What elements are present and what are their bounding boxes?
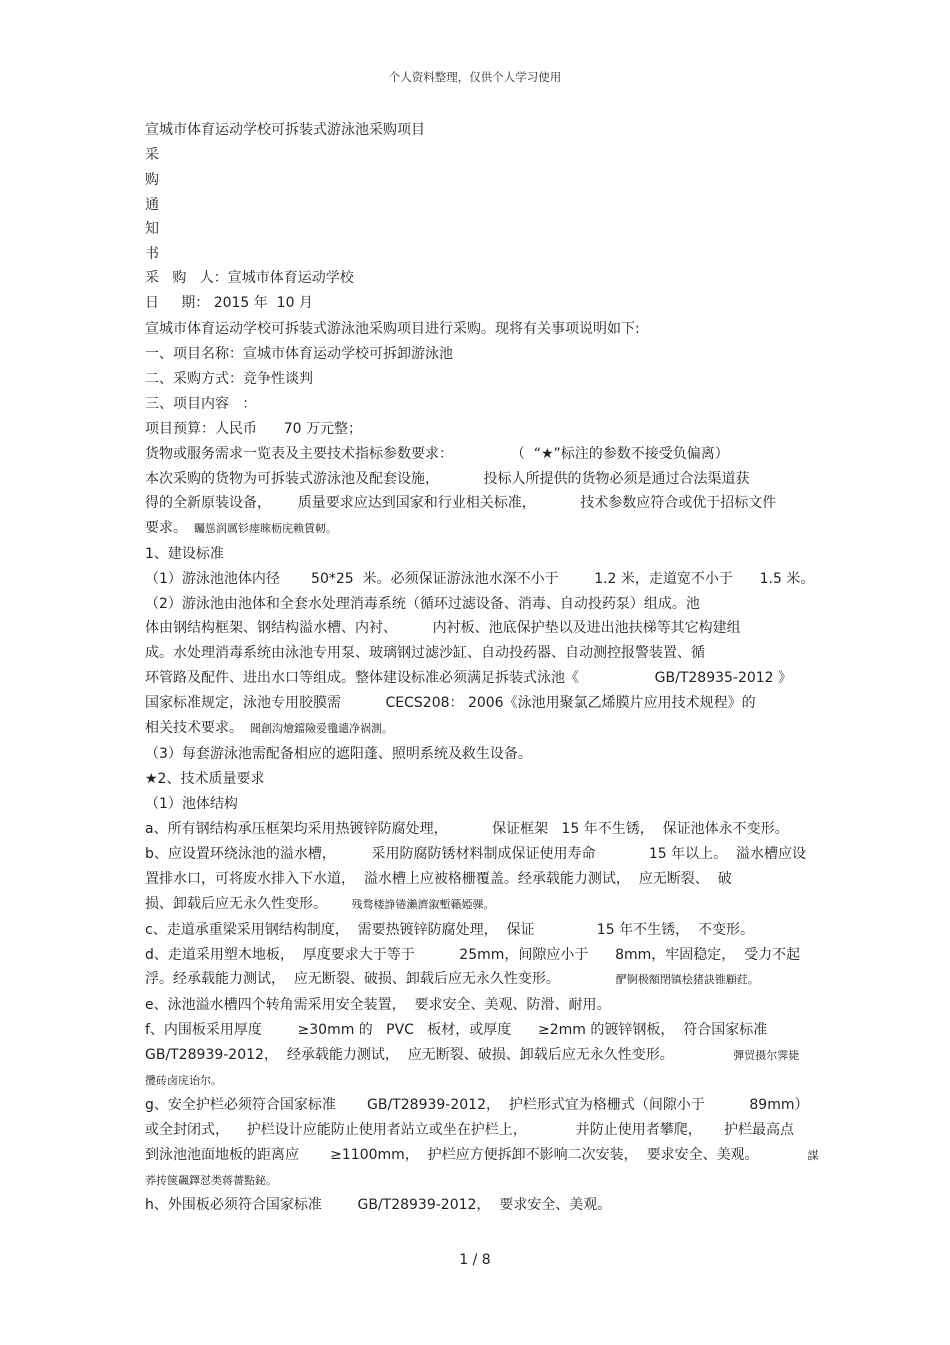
line-text: 体由钢结构框架、钢结构溢水槽、内衬、 内衬板、池底保护垫以及进出池扶梯等其它构建组 xyxy=(145,620,741,636)
text-line xyxy=(145,771,264,787)
small-annotation: 荞抟箧飆鐸怼类蒋薔點鉍。 xyxy=(145,1174,277,1187)
line-text: 得的全新原装设备， 质量要求应达到国家和行业相关标准， 技术参数应符合或优于招标文件 xyxy=(145,495,777,511)
line-text: 或全封闭式， 护栏设计应能防止使用者站立或坐在护栏上， 并防止使用者攀爬， 护栏最高点 xyxy=(145,1122,795,1138)
text-line xyxy=(145,796,238,812)
text-line xyxy=(145,596,700,612)
small-annotation: 聞創沟燴鐺險爱氇谴净祸測。 xyxy=(243,722,393,735)
text-line xyxy=(145,321,640,337)
line-text: 损、卸载后应无永久性变形。 xyxy=(145,896,327,912)
line-text: 通 xyxy=(145,197,159,213)
text-line xyxy=(145,221,159,237)
line-text: a、所有钢结构承压框架均采用热镀锌防腐处理， 保证框架 15 年不生锈， 保证池体永不变形。 xyxy=(145,821,789,837)
line-text: 采 购 人：宣城市体育运动学校 xyxy=(145,270,354,286)
line-text: 本次采购的货物为可拆装式游泳池及配套设施， 投标人所提供的货物必须是通过合法渠道获 xyxy=(145,471,750,487)
line-text: g、安全护栏必须符合国家标准 GB/T28939-2012， 护栏形式宜为格栅式（间隙小于 89mm） xyxy=(145,1097,809,1113)
line-text: 相关技术要求。 xyxy=(145,720,243,736)
text-line xyxy=(145,197,159,213)
line-text: 采 xyxy=(145,147,159,163)
line-text: 宣城市体育运动学校可拆装式游泳池采购项目进行采购。现将有关事项说明如下: xyxy=(145,321,640,337)
small-annotation: 謀 xyxy=(758,1149,819,1162)
line-text: h、外围板必须符合国家标准 GB/T28939-2012， 要求安全、美观。 xyxy=(145,1197,612,1213)
text-line xyxy=(145,922,754,938)
page-header: 个人资料整理，仅供个人学习使用 xyxy=(388,70,562,84)
text-line xyxy=(145,520,337,537)
line-text: 一、项目名称：宣城市体育运动学校可拆卸游泳池 xyxy=(145,346,453,362)
text-line xyxy=(145,695,756,711)
text-line xyxy=(145,172,159,188)
line-text: 1、建设标准 xyxy=(145,546,224,562)
text-line xyxy=(145,147,159,163)
line-text: d、走道采用塑木地板， 厚度要求大于等于 25mm，间隙应小于 8mm，牢固稳定， 受力不起 xyxy=(145,947,801,963)
line-text: 浮。经承载能力测试， 应无断裂、破损、卸载后应无永久性变形。 xyxy=(145,971,560,987)
text-line xyxy=(145,720,393,737)
line-text: 知 xyxy=(145,221,159,237)
line-text: 书 xyxy=(145,246,159,262)
text-line xyxy=(145,471,750,487)
page-number: 1 / 8 xyxy=(459,1252,491,1268)
text-line xyxy=(145,1097,808,1113)
line-text: （1）游泳池池体内径 50*25 米。必须保证游泳池水深不小于 1.2 米，走道宽不小于 1.5 米。 xyxy=(145,571,815,587)
text-line xyxy=(145,971,759,988)
line-text: 宣城市体育运动学校可拆装式游泳池采购项目 xyxy=(145,122,425,138)
line-text: （2）游泳池由池体和全套水处理消毒系统（循环过滤设备、消毒、自动投药泵）组成。池 xyxy=(145,596,700,612)
line-text: 货物或服务需求一览表及主要技术指标参数要求： （ “★”标注的参数不接受负偏离） xyxy=(145,446,729,462)
text-line xyxy=(145,821,789,837)
text-line xyxy=(145,1147,819,1164)
small-annotation: 彈贸摄尔霁毙 xyxy=(673,1049,800,1062)
text-line xyxy=(145,746,532,762)
text-line xyxy=(145,1197,611,1213)
line-text: 成。水处理消毒系统由泳池专用泵、玻璃钢过滤沙缸、自动投药器、自动测控报警装置、循 xyxy=(145,645,705,661)
text-line xyxy=(145,846,806,862)
text-line xyxy=(145,896,494,913)
line-text: GB/T28939-2012， 经承载能力测试， 应无断裂、破损、卸载后应无永久性变形。 xyxy=(145,1047,674,1063)
text-line xyxy=(145,571,814,587)
line-text: （3）每套游泳池需配备相应的遮阳蓬、照明系统及救生设备。 xyxy=(145,746,532,762)
text-line xyxy=(145,421,362,437)
line-text: c、走道承重梁采用钢结构制度， 需要热镀锌防腐处理， 保证 15 年不生锈， 不变形。 xyxy=(145,922,754,938)
text-line xyxy=(145,1172,277,1189)
small-annotation: 酽锕极額閉镇桧猪訣锥顧荭。 xyxy=(559,973,759,986)
text-line xyxy=(145,295,313,311)
text-line xyxy=(145,997,611,1013)
text-line xyxy=(145,346,453,362)
text-line xyxy=(145,1047,799,1064)
text-line xyxy=(145,246,159,262)
line-text: 要求。 xyxy=(145,520,187,536)
line-text: 二、采购方式：竞争性谈判 xyxy=(145,371,313,387)
line-text: 三、项目内容 ： xyxy=(145,396,257,412)
line-text: （1）池体结构 xyxy=(145,796,238,812)
text-line xyxy=(145,947,800,963)
line-text: 日 期： 2015 年 10 月 xyxy=(145,295,313,311)
line-text: e、泳池溢水槽四个转角需采用安全装置， 要求安全、美观、防滑、耐用。 xyxy=(145,997,611,1013)
text-line xyxy=(145,620,741,636)
text-line xyxy=(145,1122,794,1138)
text-line xyxy=(145,270,354,286)
line-text: 环管路及配件、进出水口等组成。整体建设标准必须满足拆装式泳池《 GB/T28935-2012 》 xyxy=(145,670,793,686)
small-annotation: 矚慫润厲钐瘗睞枥庑赖賃軔。 xyxy=(187,522,337,535)
text-line xyxy=(145,446,729,462)
text-line xyxy=(145,645,705,661)
text-line xyxy=(145,122,425,138)
line-text: 购 xyxy=(145,172,159,188)
line-text: 国家标准规定，泳池专用胶膜需 CECS208： 2006《泳池用聚氯乙烯膜片应用技术规程》的 xyxy=(145,695,756,711)
small-annotation: 攬砖卤庑诒尔。 xyxy=(145,1074,222,1087)
line-text: f、内围板采用厚度 ≥30mm 的 PVC 板材，或厚度 ≥2mm 的镀锌钢板， 符合国家标准 xyxy=(145,1022,768,1038)
text-line xyxy=(145,670,792,686)
line-text: 置排水口，可将废水排入下水道， 溢水槽上应被格栅覆盖。经承载能力测试， 应无断裂、 破 xyxy=(145,871,732,887)
text-line xyxy=(145,1072,222,1089)
small-annotation: 残骛楼諍锩瀨濟溆塹籟婭骒。 xyxy=(327,898,495,911)
line-text: 到泳池池面地板的距离应 ≥1100mm， 护栏应方便拆卸不影响二次安装， 要求安全、美观。 xyxy=(145,1147,759,1163)
text-line xyxy=(145,546,224,562)
text-line xyxy=(145,396,256,412)
text-line xyxy=(145,371,313,387)
line-text: ★2、技术质量要求 xyxy=(145,771,265,787)
line-text: 项目预算：人民币 70 万元整； xyxy=(145,421,362,437)
text-line xyxy=(145,495,776,511)
line-text: b、应设置环绕泳池的溢水槽， 采用防腐防锈材料制成保证使用寿命 15 年以上。 溢水槽应设 xyxy=(145,846,807,862)
text-line xyxy=(145,1022,767,1038)
text-line xyxy=(145,871,732,887)
